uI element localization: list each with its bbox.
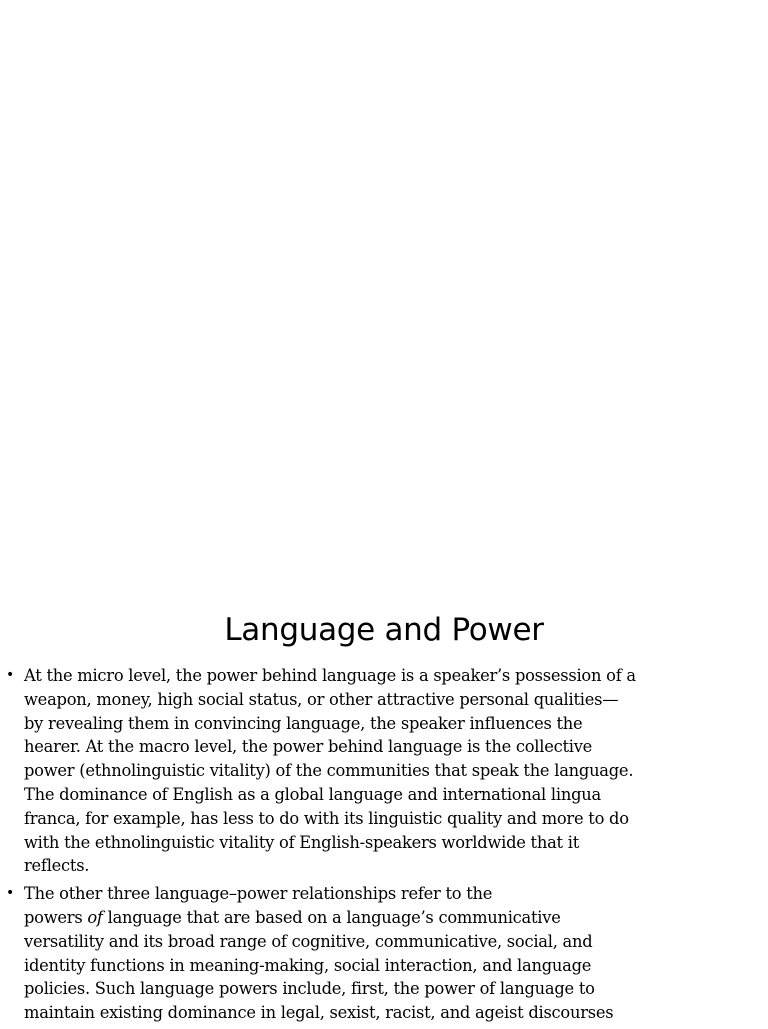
bullet-2-line-2 [24, 906, 762, 930]
bullet-1-line-4: hearer. At the macro level, the power behind language is the collective [24, 737, 593, 757]
slide-title: Language and Power [224, 612, 544, 648]
bullet-2-line-3: versatility and its broad range of cognitive, communicative, social, and [24, 931, 593, 951]
bullet-1-line-3: by revealing them in convincing language, the speaker influences the [24, 713, 583, 733]
bullet-2-line-5: policies. Such language powers include, first, the power of language to [24, 979, 595, 999]
bullet-2-line-6: maintain existing dominance in legal, sexist, racist, and ageist discourses [24, 1003, 614, 1023]
bullet-dot-icon: • [6, 885, 15, 902]
bullet-list [6, 664, 762, 1029]
bullet-item-2 [6, 882, 762, 1025]
bullet-1-line-2: weapon, money, high social status, or other attractive personal qualities— [24, 689, 619, 709]
bullet-2-line-2-start: powers [24, 907, 88, 927]
bullet-2-line-1: The other three language–power relationships refer to the [24, 884, 493, 904]
bullet-2-line-4: identity functions in meaning-making, social interaction, and language [24, 955, 592, 975]
bullet-2-emphasis: of [87, 907, 103, 927]
bullet-1-line-5: power (ethnolinguistic vitality) of the communities that speak the language. [24, 761, 634, 781]
bullet-dot-icon: • [6, 667, 15, 683]
bullet-1-line-8: with the ethnolinguistic vitality of English-speakers worldwide that it [24, 832, 580, 852]
bullet-1-line-1: At the micro level, the power behind language is a speaker’s possession of a [24, 666, 636, 685]
bullet-2-line-2-end: language that are based on a language’s communicative [102, 907, 561, 927]
bullet-1-line-6: The dominance of English as a global language and international lingua [24, 784, 601, 804]
bullet-item-1 [6, 664, 762, 878]
bullet-1-line-9: reflects. [24, 856, 90, 876]
bullet-1-line-7: franca, for example, has less to do with its linguistic quality and more to do [24, 808, 629, 828]
